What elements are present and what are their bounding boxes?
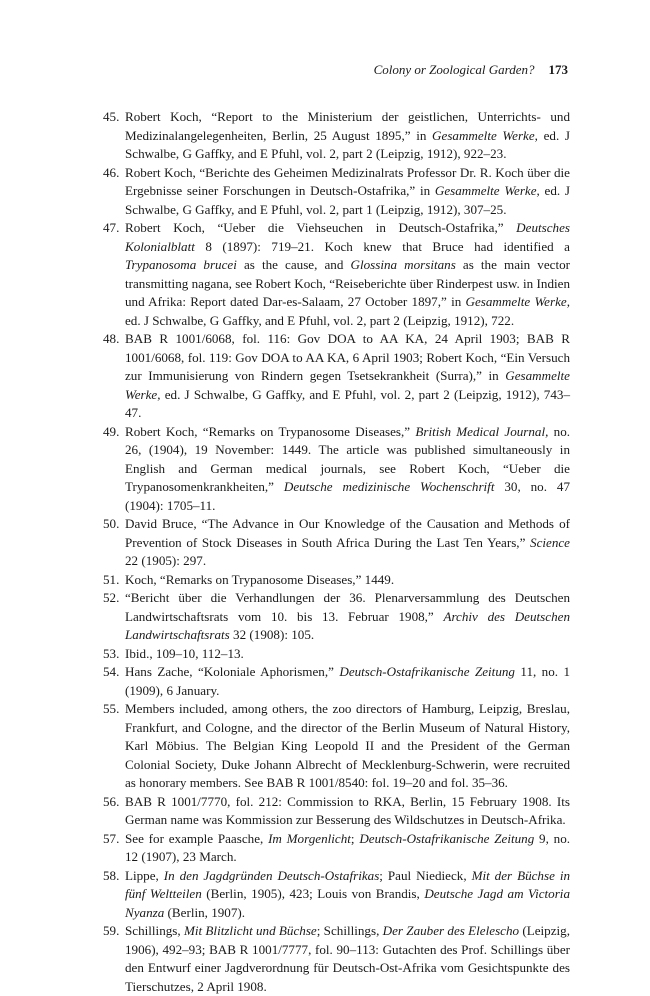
endnote-text: Robert Koch, “Berichte des Geheimen Medizinalrats Professor Dr. R. Koch über die Ergebnisse seiner Forschungen in Deutsch-Ostafrika,” in [125,164,570,198]
endnote [103,830,570,867]
endnote-number: 54. [103,664,120,679]
endnote-text: Robert Koch, “Remarks on Trypanosome Diseases,” [125,423,416,439]
endnote-text: 11, no. 1 (1909), 6 January. [125,664,570,698]
endnote-text: as the cause, and [236,257,351,272]
endnote [103,423,570,516]
endnote-text: 9, no. 12 (1907), 23 March. [125,830,571,864]
endnote-number: 56. [103,793,120,809]
endnote [103,645,570,664]
endnote-text: ; [350,830,360,846]
endnote-text: (Berlin, 1907). [164,904,246,920]
endnote-italic-text: Deutsche Jagd am Victoria Nyanza [125,886,570,920]
endnote [103,515,570,571]
endnote-italic-text: In den Jagdgründen Deutsch-Ostafrikas [163,867,380,883]
endnote [103,164,570,220]
endnote-italic-text: Deutsch-Ostafrikanische Zeitung [359,830,535,846]
endnote-text: Robert Koch, “Report to the Ministerium der geistlichen, Unterrichts- und Medizinalangelegenheiten, Berlin, 25 August 1895,” in [125,109,570,143]
endnote-number: 52. [103,590,120,605]
endnote-number: 45. [103,109,120,124]
endnote-text: Hans Zache, “Koloniale Aphorismen,” [125,664,340,679]
endnote-number: 49. [103,423,120,439]
endnote-italic-text: Mit Blitzlicht und Büchse [183,923,317,938]
endnote-text: as the main vector transmitting nagana, see Robert Koch, “Reiseberichte über Rinderpest usw. in Indien und Afrika: Report dated Dar-es-Salaam, 27 October 1897,” in [125,257,571,309]
endnote-text: See for example Paasche, [125,830,269,846]
endnote-text: (Berlin, 1905), 423; Louis von Brandis, [201,886,425,901]
endnote-italic-text: Im Morgenlicht [268,830,351,846]
endnote-italic-text: Archiv des Deutschen Landwirtschaftsrats [125,608,570,642]
endnote-text: Ibid., 109–10, 112–13. [125,645,244,661]
endnote-italic-text: Deutsche medizinische Wochenschrift [283,479,495,494]
endnote-text: BAB R 1001/7770, fol. 212: Commission to RKA, Berlin, 15 February 1908. Its German name was Kommission zur Besserung des Wildschutzes in Deutsch-Afrika. [125,793,570,827]
endnote [103,700,570,793]
endnote [103,922,570,996]
endnote-number: 57. [103,830,120,846]
endnote-text: ; Paul Niedieck, [379,867,472,883]
endnote-italic-text: Gesammelte Werke, [465,294,570,309]
endnote [103,108,570,164]
running-title: Colony or Zoological Garden? [373,62,535,77]
endnote-text: 32 (1908): 105. [229,627,315,642]
endnote-text: Schillings, [125,923,184,938]
endnote-italic-text: Glossina morsitans [350,257,456,272]
endnote-number: 58. [103,867,120,883]
endnote-italic-text: Der Zauber des Elelescho [382,923,520,938]
endnote-text: ed. J Schwalbe, G Gaffky, and E Pfuhl, vol. 2, part 1 (Leipzig, 1912), 307–25. [125,183,570,217]
running-head [374,61,568,79]
endnote-number: 55. [103,701,120,716]
endnote [103,330,570,423]
endnote-italic-text: Gesammelte Werke, [432,127,538,143]
endnote-text: ed. J Schwalbe, G Gaffky, and E Pfuhl, vol. 2, part 2 (Leipzig, 1912), 922–23. [125,127,570,161]
endnote-text: no. 26, (1904), 19 November: 1449. The article was published simultaneously in English and German medical journals, see Robert Koch, “Ueber die Trypanosomenkrankheiten,” [125,423,571,494]
endnote-italic-text: British Medical Journal, [415,423,549,439]
endnote-text: ed. J Schwalbe, G Gaffky, and E Pfuhl, vol. 2, part 2 (Leipzig, 1912), 722. [125,312,515,328]
endnote-number: 47. [103,220,120,235]
endnote-italic-text: Deutsch-Ostafrikanische Zeitung [339,664,515,679]
endnote-text: ed. J Schwalbe, G Gaffky, and E Pfuhl, vol. 2, part 2 (Leipzig, 1912), 743–47. [125,386,570,420]
endnote [103,867,570,923]
endnote-text: Robert Koch, “Ueber die Viehseuchen in Deutsch-Ostafrika,” [125,220,517,235]
endnote-text: 8 (1897): 719–21. Koch knew that Bruce had identified a [194,238,570,254]
endnote-number: 46. [103,164,120,180]
endnote-number: 53. [103,645,120,661]
endnotes-list [103,108,570,996]
endnote-italic-text: Mit der Büchse in fünf Weltteilen [125,867,570,901]
page-number: 173 [548,62,568,77]
endnote-italic-text: Science [530,534,570,550]
endnote [103,663,570,700]
endnote-number: 48. [103,331,120,346]
endnote [103,589,570,645]
endnote-italic-text: Gesammelte Werke, [434,183,540,198]
endnote-text: Members included, among others, the zoo directors of Hamburg, Leipzig, Breslau, Frankfurt, and Cologne, and the director of the Berlin Museum of Natural History, Karl Möbius. The Belgian King Leopold II and the President of the German Colonial Society, Duke Johann Albrecht of Mecklenburg-Schwerin, were recruited as honorary members. See BAB R 1001/8540: fol. 19–20 and fol. 35–36. [125,701,570,790]
endnote-italic-text: Gesammelte Werke, [125,368,570,402]
endnote [103,571,570,590]
endnote-text: (Leipzig, 1906), 492–93; BAB R 1001/7777, fol. 90–113: Gutachten des Prof. Schillings über den Entwurf einer Jagdverordnung für Deutsch-Ost-Afrika vom Gesichtspunkte des Tierschutzes, 2 April 1908. [125,923,570,994]
endnote-text: 22 (1905): 297. [125,553,207,568]
endnote-text: Koch, “Remarks on Trypanosome Diseases,” 1449. [125,571,395,587]
endnote [103,793,570,830]
endnote-text: BAB R 1001/6068, fol. 116: Gov DOA to AA KA, 24 April 1903; BAB R 1001/6068, fol. 119: Gov DOA to AA KA, 6 April 1903; Robert Koch, “Ein Versuch zur Immunisierung von Rindern gegen Tsetsekrankheit (Surra),” in [125,331,570,383]
endnote-text: David Bruce, “The Advance in Our Knowledge of the Causation and Methods of Prevention of Stock Diseases in South Africa During the Last Ten Years,” [125,516,570,550]
endnote-text: “Bericht über die Verhandlungen der 36. Plenarversammlung des Deutschen Landwirtschaftsrats vom 10. bis 13. Februar 1908,” [125,590,570,624]
endnote-text: Lippe, [125,867,164,883]
endnote-number: 59. [103,923,120,938]
endnote-italic-text: Deutsches Kolonialblatt [125,220,570,254]
endnote-number: 50. [103,516,120,531]
endnote-italic-text: Trypanosoma brucei [125,257,237,272]
endnote-number: 51. [103,571,120,587]
endnote-text: 30, no. 47 (1904): 1705–11. [125,479,570,513]
endnote [103,219,570,330]
endnote-text: ; Schillings, [316,923,383,938]
